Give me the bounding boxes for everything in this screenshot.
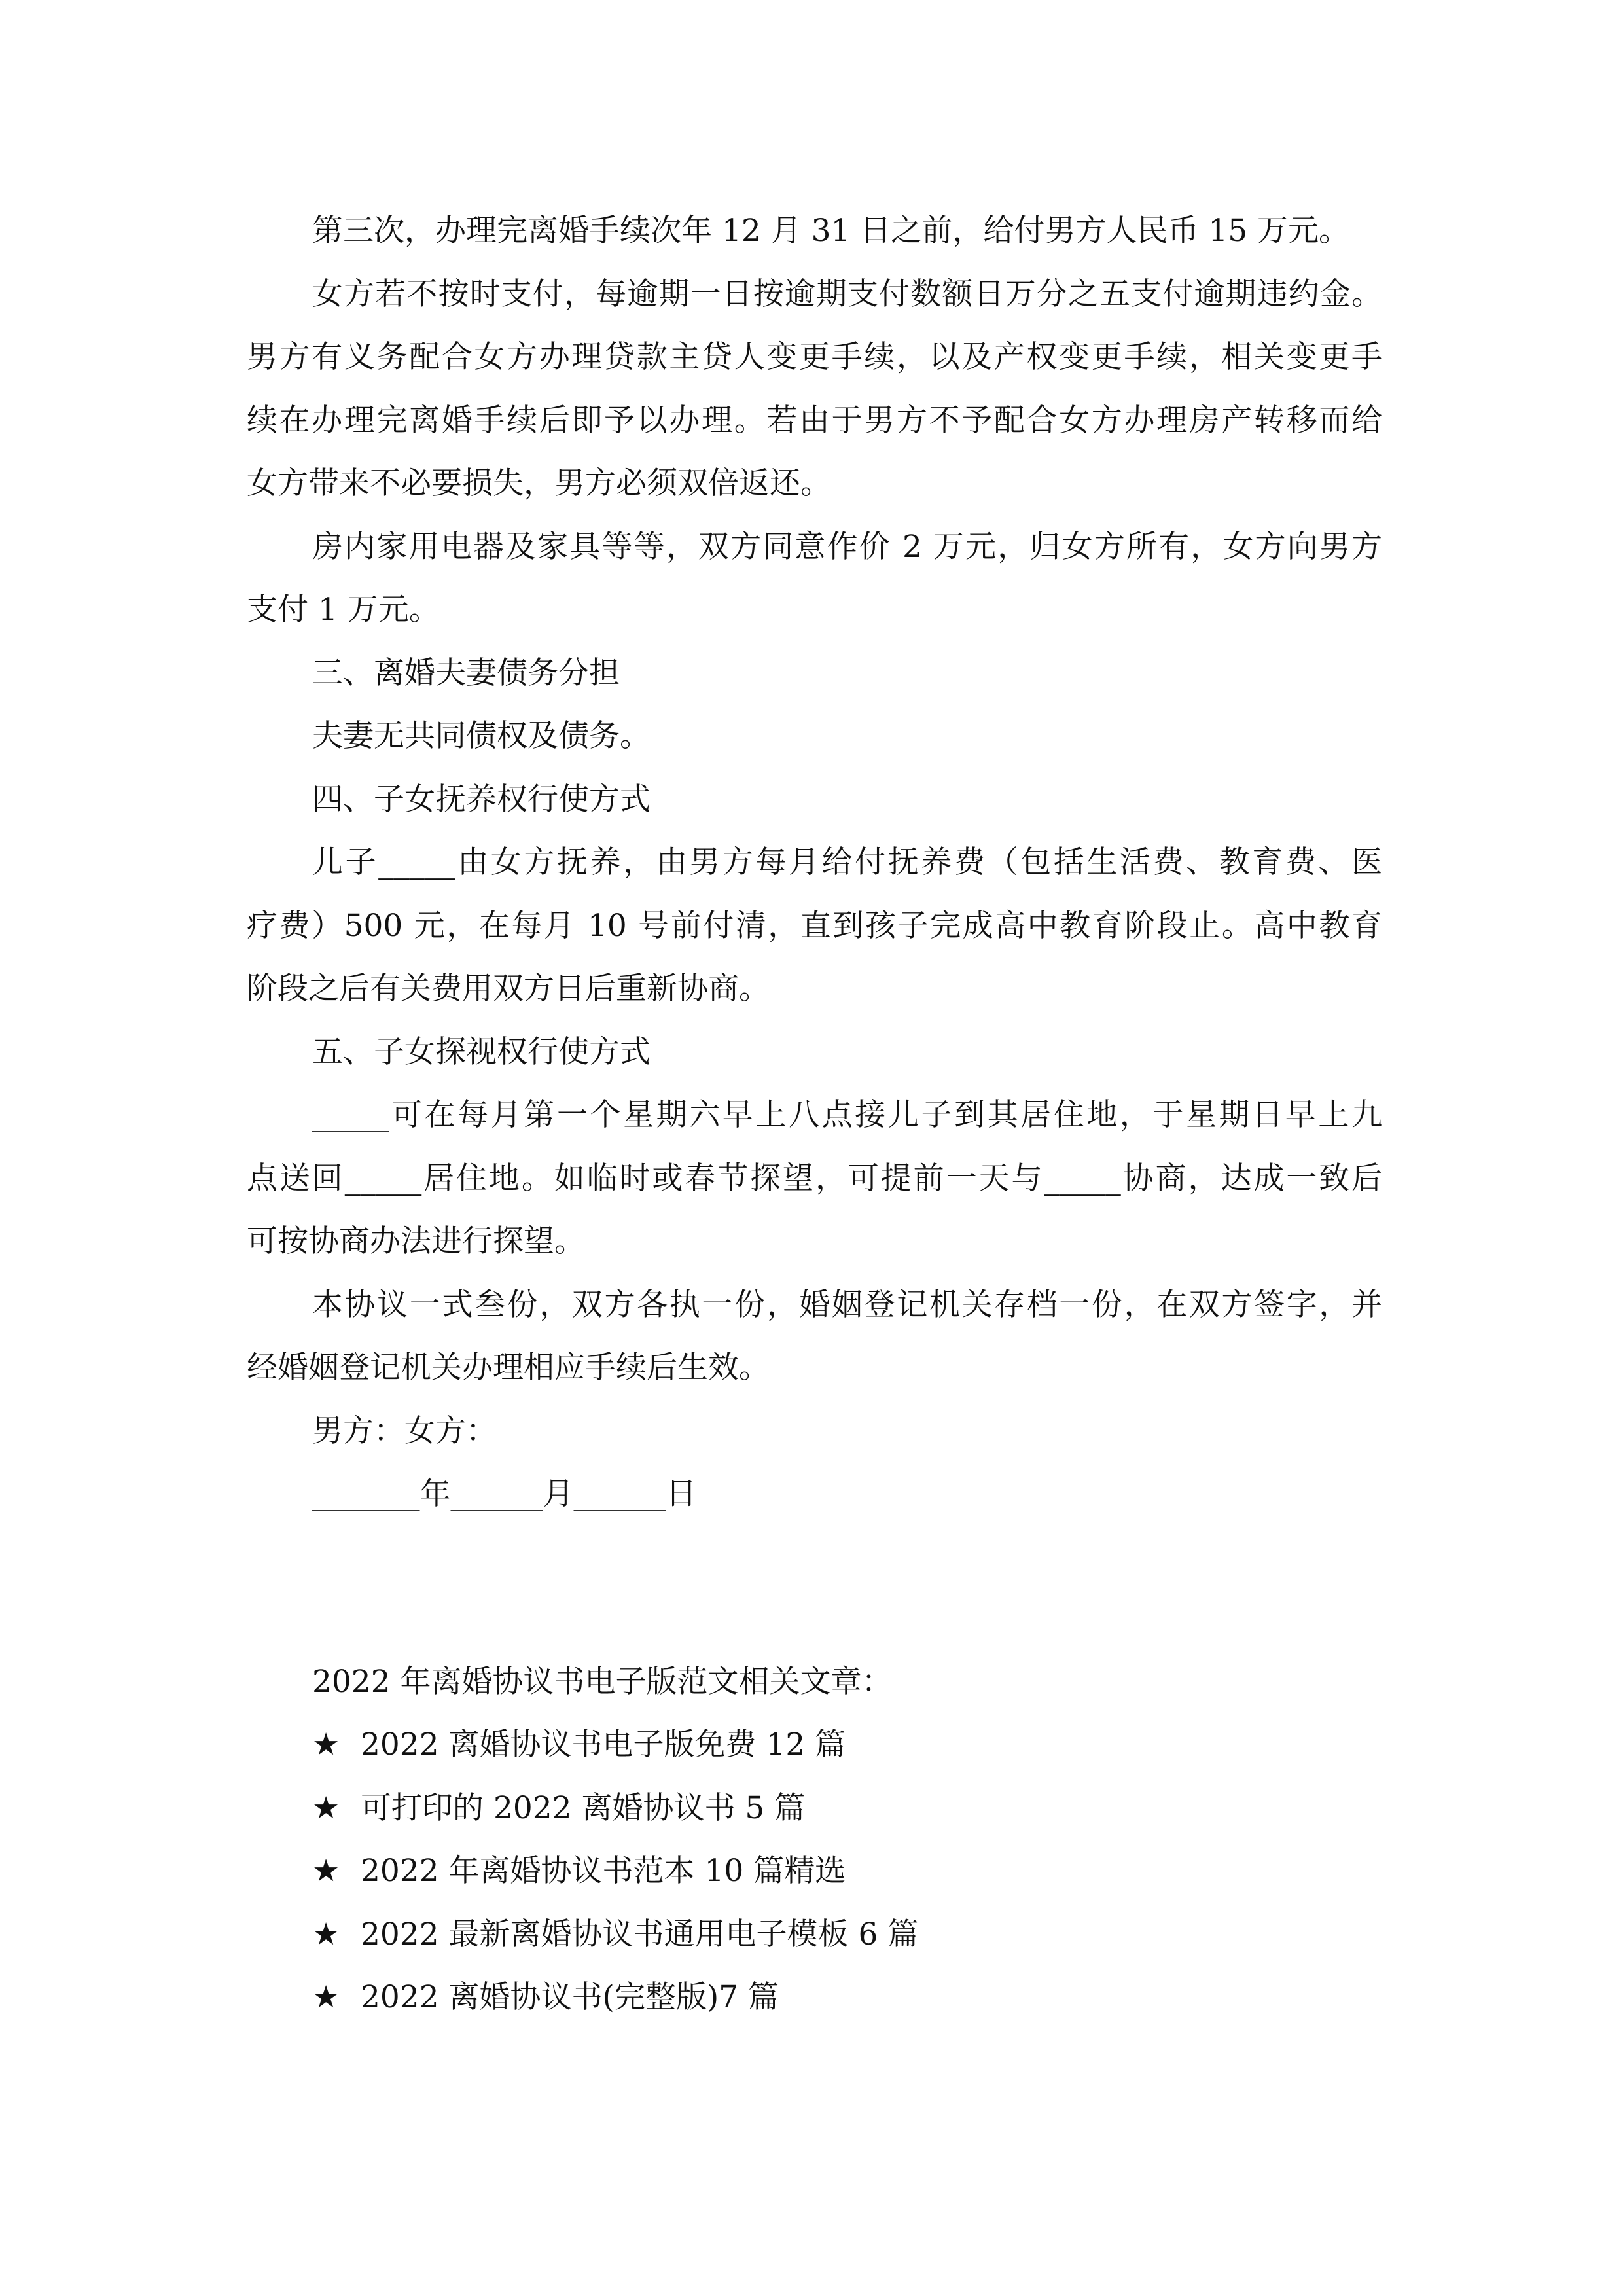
paragraph-late-payment-line-2: 男方有义务配合女方办理贷款主贷人变更手续，以及产权变更手续，相关变更手 xyxy=(247,339,1382,375)
related-article-link[interactable] xyxy=(312,1789,1382,1829)
related-article-link[interactable] xyxy=(312,1852,1382,1892)
paragraph-appliances-line-1: 房内家用电器及家具等等，双方同意作价 2 万元，归女方所有，女方向男方 xyxy=(312,529,1382,565)
paragraph-late-payment-line-3: 续在办理完离婚手续后即予以办理。若由于男方不予配合女方办理房产转移而给 xyxy=(247,403,1382,439)
related-article-link[interactable] xyxy=(312,1915,1382,1956)
paragraph-custody-line-1: 儿子_____由女方抚养，由男方每月给付抚养费（包括生活费、教育费、医 xyxy=(312,844,1382,880)
related-article-link[interactable] xyxy=(312,1978,1382,2018)
paragraph-debts: 夫妻无共同债权及债务。 xyxy=(312,718,651,754)
related-articles-heading: 2022 年离婚协议书电子版范文相关文章： xyxy=(312,1664,893,1700)
paragraph-third-payment: 第三次，办理完离婚手续次年 12 月 31 日之前，给付男方人民币 15 万元。 xyxy=(312,213,1350,249)
date-line: _______年______月______日 xyxy=(312,1476,697,1512)
section-heading-debts: 三、离婚夫妻债务分担 xyxy=(312,655,620,691)
related-article-title: 2022 最新离婚协议书通用电子模板 6 篇 xyxy=(361,1916,919,1952)
star-bullet-icon: ★ xyxy=(312,1979,340,2015)
paragraph-custody-line-2: 疗费）500 元，在每月 10 号前付清，直到孩子完成高中教育阶段止。高中教育 xyxy=(247,908,1382,944)
related-article-link[interactable] xyxy=(312,1725,1382,1766)
paragraph-visitation-line-2: 点送回_____居住地。如临时或春节探望，可提前一天与_____协商，达成一致后 xyxy=(247,1160,1382,1196)
related-article-title: 2022 年离婚协议书范本 10 篇精选 xyxy=(361,1853,846,1889)
paragraph-visitation-line-1: _____可在每月第一个星期六早上八点接儿子到其居住地，于星期日早上九 xyxy=(312,1097,1382,1133)
paragraph-late-payment-line-1: 女方若不按时支付，每逾期一日按逾期支付数额日万分之五支付逾期违约金。 xyxy=(312,276,1382,312)
star-bullet-icon: ★ xyxy=(312,1727,340,1763)
section-heading-visitation: 五、子女探视权行使方式 xyxy=(312,1034,651,1070)
signature-line: 男方：女方： xyxy=(312,1413,497,1449)
paragraph-late-payment-line-4: 女方带来不必要损失，男方必须双倍返还。 xyxy=(247,465,831,501)
related-article-title: 2022 离婚协议书电子版免费 12 篇 xyxy=(361,1727,846,1763)
star-bullet-icon: ★ xyxy=(312,1853,340,1889)
star-bullet-icon: ★ xyxy=(312,1790,340,1826)
paragraph-visitation-line-3: 可按协商办法进行探望。 xyxy=(247,1223,585,1259)
paragraph-copies-line-1: 本协议一式叁份，双方各执一份，婚姻登记机关存档一份，在双方签字，并 xyxy=(312,1287,1382,1323)
paragraph-custody-line-3: 阶段之后有关费用双方日后重新协商。 xyxy=(247,971,770,1007)
related-article-title: 可打印的 2022 离婚协议书 5 篇 xyxy=(361,1790,806,1826)
paragraph-copies-line-2: 经婚姻登记机关办理相应手续后生效。 xyxy=(247,1350,770,1386)
star-bullet-icon: ★ xyxy=(312,1916,340,1952)
paragraph-appliances-line-2: 支付 1 万元。 xyxy=(247,592,440,628)
related-article-title: 2022 离婚协议书(完整版)7 篇 xyxy=(361,1979,779,2015)
section-heading-custody: 四、子女抚养权行使方式 xyxy=(312,781,651,817)
